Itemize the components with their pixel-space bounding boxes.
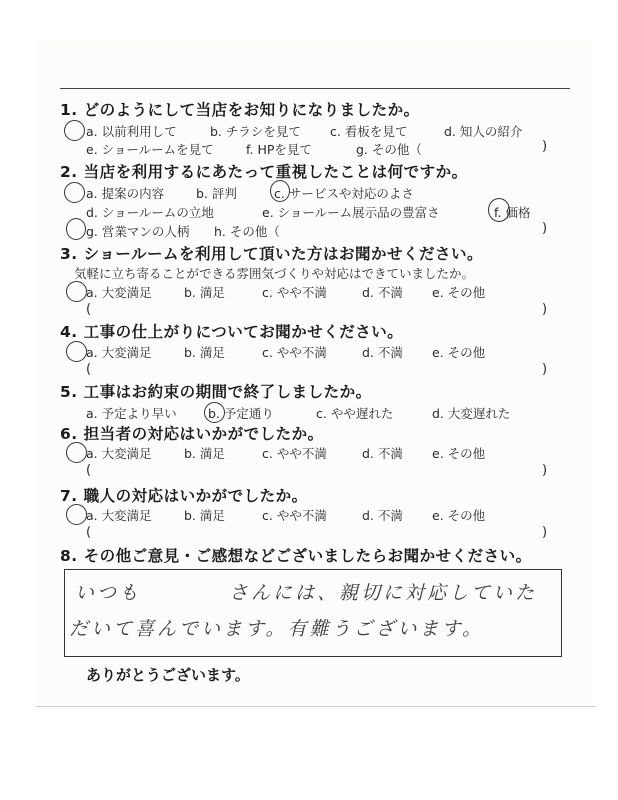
q6-option-a: a. 大変満足 bbox=[86, 446, 152, 461]
q1-option-g: g. その他（ bbox=[356, 142, 422, 157]
q4-open-paren: ( bbox=[86, 362, 92, 377]
question-8-title: 8. その他ご意見・ご感想などございましたらお聞かせください。 bbox=[60, 547, 532, 565]
q7-open-paren: ( bbox=[86, 525, 92, 540]
q4-option-c: c. やや不満 bbox=[262, 345, 327, 360]
selected-circle-mark bbox=[488, 198, 510, 222]
q3-subtitle: 気軽に立ち寄ることができる雰囲気づくりや対応はできていましたか。 bbox=[74, 266, 475, 281]
q3-option-c: c. やや不満 bbox=[262, 285, 327, 300]
bottom-rule bbox=[36, 706, 596, 707]
q5-option-d: d. 大変遅れた bbox=[432, 406, 511, 421]
handwritten-comment-line-1: いつも さんには、親切に対応していた bbox=[75, 582, 538, 604]
q3-option-b: b. 満足 bbox=[184, 285, 225, 300]
q5-option-b: b. 予定通り bbox=[208, 406, 274, 421]
q7-option-a: a. 大変満足 bbox=[86, 508, 152, 523]
q6-option-c: c. やや不満 bbox=[262, 446, 327, 461]
q2-option-g: g. 営業マンの人柄 bbox=[86, 224, 190, 239]
q6-close-paren: ) bbox=[542, 463, 548, 478]
q1-option-e: e. ショールームを見て bbox=[86, 142, 214, 157]
q1-option-d: d. 知人の紹介 bbox=[444, 124, 523, 139]
q3-option-a: a. 大変満足 bbox=[86, 285, 152, 300]
question-3-title: 3. ショールームを利用して頂いた方はお聞かせください。 bbox=[60, 245, 483, 263]
q3-option-d: d. 不満 bbox=[362, 285, 403, 300]
selected-circle-mark bbox=[66, 504, 87, 525]
question-1-title: 1. どのようにして当店をお知りになりましたか。 bbox=[60, 101, 420, 119]
selected-circle-mark bbox=[66, 341, 87, 362]
q2-option-c: c. サービスや対応のよさ bbox=[274, 186, 414, 201]
q7-option-e: e. その他 bbox=[432, 508, 486, 523]
q2-option-d: d. ショールームの立地 bbox=[86, 205, 214, 220]
q6-open-paren: ( bbox=[86, 463, 92, 478]
q4-close-paren: ) bbox=[542, 362, 548, 377]
handwritten-comment-line-2: だいて喜んでいます。有難うございます。 bbox=[69, 618, 484, 640]
q6-option-e: e. その他 bbox=[432, 446, 486, 461]
selected-circle-mark bbox=[204, 402, 225, 423]
q2-option-h: h. その他（ bbox=[214, 224, 280, 239]
q2-option-b: b. 評判 bbox=[196, 186, 237, 201]
q3-open-paren: ( bbox=[86, 302, 92, 317]
q1-option-a: a. 以前利用して bbox=[86, 124, 177, 139]
question-5-title: 5. 工事はお約束の期間で終了しましたか。 bbox=[60, 383, 372, 401]
q1-option-f: f. HPを見て bbox=[246, 142, 312, 157]
selected-circle-mark bbox=[270, 180, 290, 202]
q2-option-e: e. ショールーム展示品の豊富さ bbox=[262, 205, 440, 220]
q3-close-paren: ) bbox=[542, 302, 548, 317]
question-7-title: 7. 職人の対応はいかがでしたか。 bbox=[60, 487, 308, 505]
q5-option-c: c. やや遅れた bbox=[316, 406, 394, 421]
question-4-title: 4. 工事の仕上がりについてお聞かせください。 bbox=[60, 323, 404, 341]
comment-box bbox=[64, 569, 562, 657]
question-6-title: 6. 担当者の対応はいかがでしたか。 bbox=[60, 425, 324, 443]
q1-option-c: c. 看板を見て bbox=[330, 124, 408, 139]
q7-option-d: d. 不満 bbox=[362, 508, 403, 523]
selected-circle-mark bbox=[66, 218, 86, 240]
closing-message: ありがとうございます。 bbox=[86, 666, 250, 684]
q1-close-paren: ) bbox=[542, 139, 548, 154]
q2-option-f: f. 価格 bbox=[494, 205, 531, 220]
q4-option-e: e. その他 bbox=[432, 345, 486, 360]
q7-option-b: b. 満足 bbox=[184, 508, 225, 523]
top-rule bbox=[60, 88, 570, 89]
selected-circle-mark bbox=[66, 442, 87, 463]
q5-option-a: a. 予定より早い bbox=[86, 406, 177, 421]
q7-option-c: c. やや不満 bbox=[262, 508, 327, 523]
q1-option-b: b. チラシを見て bbox=[210, 124, 301, 139]
selected-circle-mark bbox=[66, 281, 87, 302]
q6-option-d: d. 不満 bbox=[362, 446, 403, 461]
selected-circle-mark bbox=[64, 182, 85, 203]
selected-circle-mark bbox=[64, 120, 85, 141]
q4-option-b: b. 満足 bbox=[184, 345, 225, 360]
q2-option-a: a. 提案の内容 bbox=[86, 186, 165, 201]
q6-option-b: b. 満足 bbox=[184, 446, 225, 461]
q4-option-d: d. 不満 bbox=[362, 345, 403, 360]
q4-option-a: a. 大変満足 bbox=[86, 345, 152, 360]
q3-option-e: e. その他 bbox=[432, 285, 486, 300]
question-2-title: 2. 当店を利用するにあたって重視したことは何ですか。 bbox=[60, 163, 468, 181]
q2-close-paren: ) bbox=[542, 221, 548, 236]
q7-close-paren: ) bbox=[542, 525, 548, 540]
